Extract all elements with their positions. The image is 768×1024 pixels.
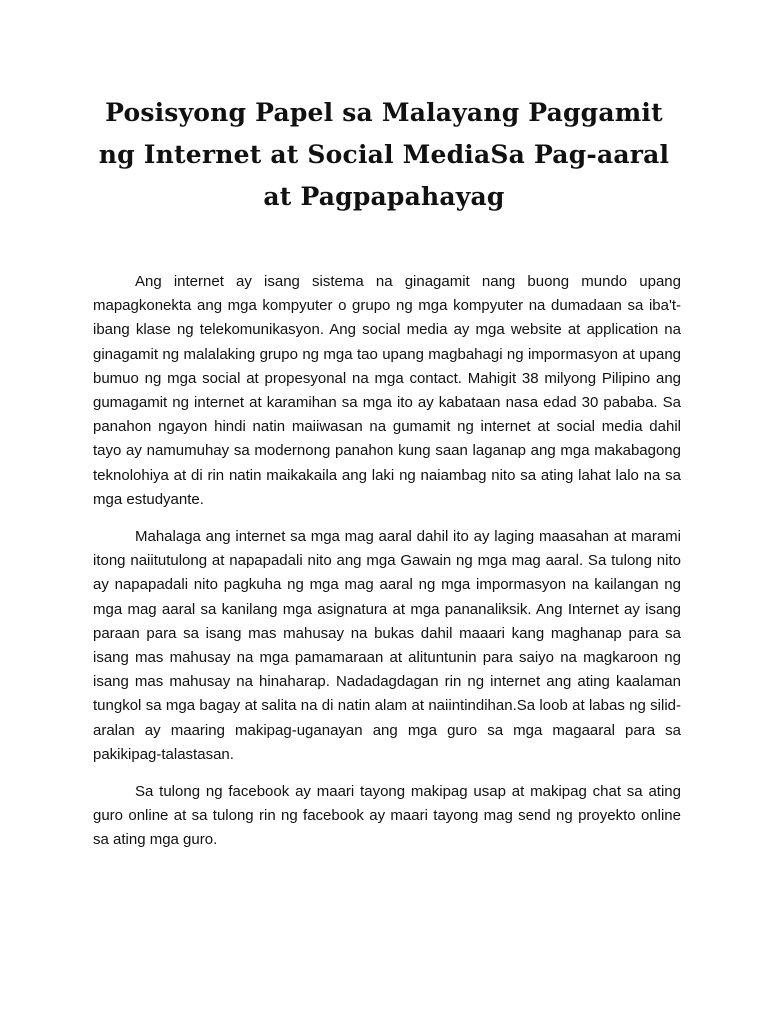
paragraph-1: Ang internet ay isang sistema na ginagamit nang buong mundo upang mapagkonekta ang mga kompyuter o grupo ng mga kompyuter na dumadaan sa iba't-ibang klase ng telekomunikasyon. Ang social media ay mga website at application na ginagamit ng malalaking grupo ng mga tao upang magbahagi ng impormasyon at upang bumuo ng mga social at propesyonal na mga contact. Mahigit 38 milyong Pilipino ang gumagamit ng internet at karamihan sa mga ito ay kabataan nasa edad 30 pababa. Sa panahon ngayon hindi natin maiiwasan na gumamit ng internet at social media dahil tayo ay namumuhay sa modernong panahon kung saan laganap ang mga makabagong teknolohiya at di rin natin maikakaila ang laki ng naiambag nito sa ating lahat lalo na sa mga estudyante. xyxy=(93,273,681,508)
document-title: Posisyong Papel sa Malayang Paggamit ng Internet at Social MediaSa Pag-aaral at Pagpapahayag xyxy=(98,98,670,211)
paragraph-2: Mahalaga ang internet sa mga mag aaral dahil ito ay laging maasahan at marami itong naiitutulong at napapadali nito ang mga Gawain ng mga mag aaral. Sa tulong nito ay napapadali nito pagkuha ng mga mag aaral ng mga impormasyon na kailangan ng mga mag aaral sa kanilang mga asignatura at mga pananaliksik. Ang Internet ay isang paraan para sa isang mas mahusay na bukas dahil maaari kang maghanap para sa isang mas mahusay na mga pamamaraan at alituntunin para saiyo na magkaroon ng isang mas mahusay na hinaharap. Nadadagdagan rin ng internet ang ating kaalaman tungkol sa mga bagay at salita na di natin alam at naiintindihan.Sa loob at labas ng silid-aralan ay maaring makipag-uganayan ang mga guro sa mga magaaral para sa pakikipag-talastasan. xyxy=(93,528,681,763)
document-body xyxy=(93,270,681,866)
paragraph-3: Sa tulong ng facebook ay maari tayong makipag usap at makipag chat sa ating guro online at sa tulong rin ng facebook ay maari tayong mag send ng proyekto online sa ating mga guro. xyxy=(93,783,681,849)
